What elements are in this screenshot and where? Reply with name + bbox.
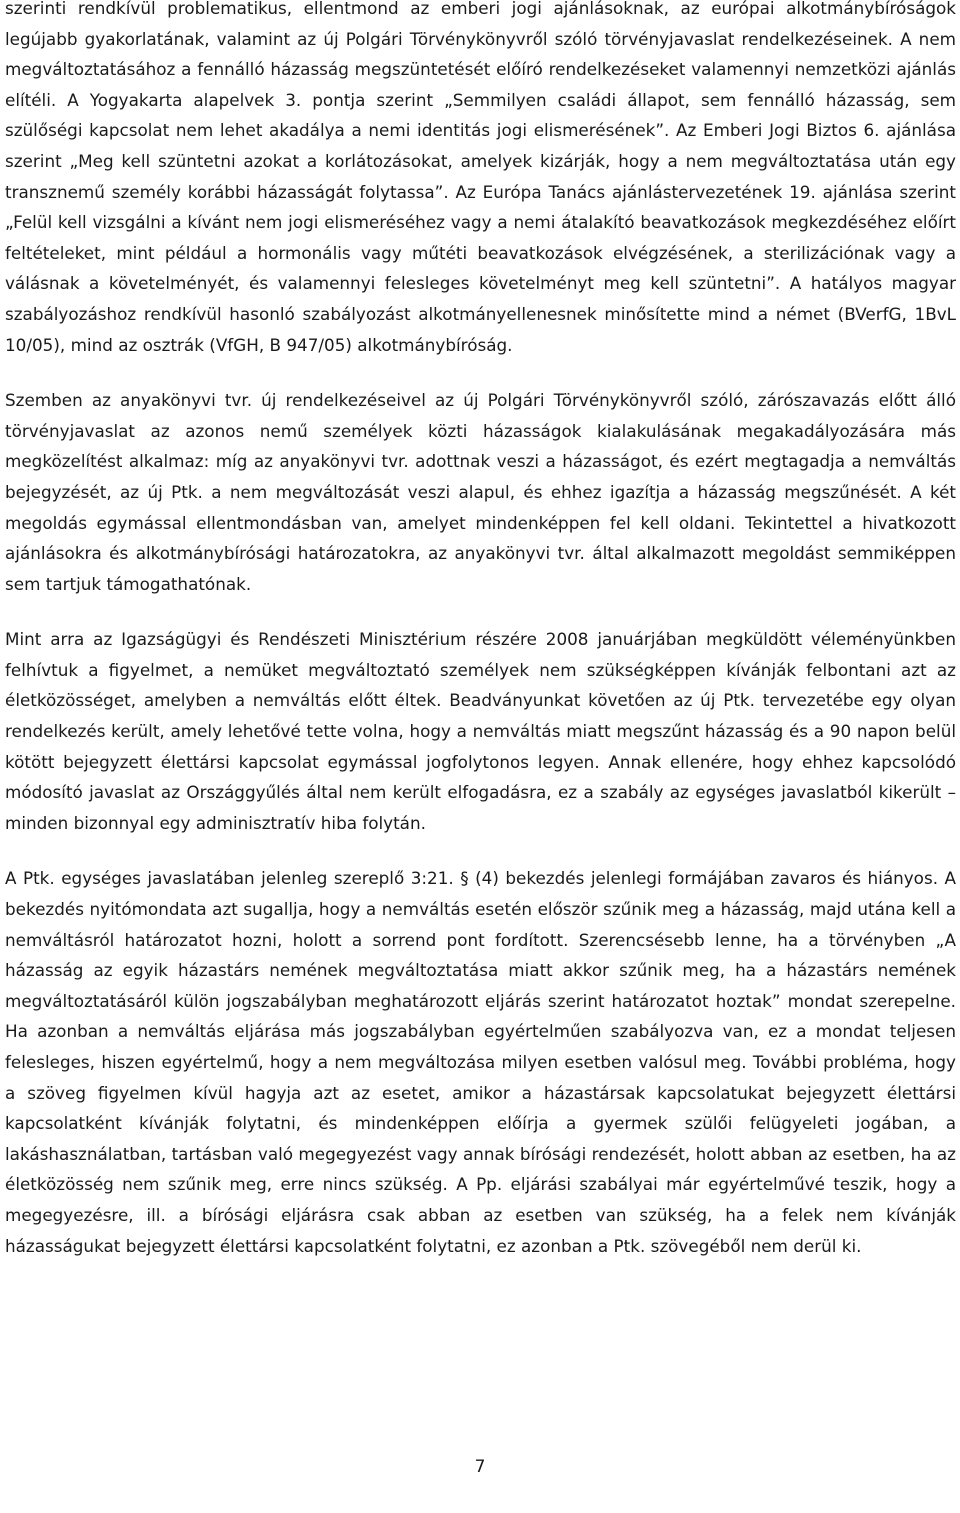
page-number: 7 — [474, 1457, 486, 1477]
document-body — [5, 0, 956, 1261]
paragraph-4: A Ptk. egységes javaslatában jelenleg szereplő 3:21. § (4) bekezdés jelenlegi formájában zavaros és hiányos. A bekezdés nyitómondata azt sugallja, hogy a nemváltás esetén először szűnik meg a házasság, majd utána kell a nemváltásról határozatot hozni, holott a sorrend pont fordított. Szerencsésebb lenne, ha a törvényben „A házasság az egyik házastárs nemének megváltoztatása miatt akkor szűnik meg, ha a házastárs nemének megváltoztatásáról külön jogszabályban meghatározott eljárás szerint határozatot hoztak” mondat szerepelne. Ha azonban a nemváltás eljárása más jogszabályban egyértelműen szabályozva van, ez a mondat teljesen felesleges, hiszen egyértelmű, hogy a nem megváltozása milyen esetben valósul meg. További probléma, hogy a szöveg figyelmen kívül hagyja azt az esetet, amikor a házastársak kapcsolatukat bejegyzett élettársi kapcsolatként kívánják folytatni, és mindenképpen előírja a gyermek szülői felügyeleti jogában, a lakáshasználatban, tartásban való megegyezést vagy annak bírósági rendezését, holott abban az esetben, ha az életközösség nem szűnik meg, erre nincs szükség. A Pp. eljárási szabályai már egyértelművé teszik, hogy a megegyezésre, ill. a bírósági eljárásra csak abban az esetben van szükség, ha a felek nem kívánják házasságukat bejegyzett élettársi kapcsolatként folytatni, ez azonban a Ptk. szövegéből nem derül ki. — [5, 868, 956, 1256]
paragraph-1: szerinti rendkívül problematikus, ellentmond az emberi jogi ajánlásoknak, az európai alkotmánybíróságok legújabb gyakorlatának, valamint az új Polgári Törvénykönyvről szóló törvényjavaslat rendelkezéseinek. A nem megváltoztatásához a fennálló házasság megszüntetését előíró rendelkezéseket valamennyi nemzetközi ajánlás elítéli. A Yogyakarta alapelvek 3. pontja szerint „Semmilyen családi állapot, sem fennálló házasság, sem szülőségi kapcsolat nem lehet akadálya a nemi identitás jogi elismerésének”. Az Emberi Jogi Biztos 6. ajánlása szerint „Meg kell szüntetni azokat a korlátozásokat, amelyek kizárják, hogy a nem megváltoztatása után egy transznemű személy korábbi házasságát folytassa”. Az Európa Tanács ajánlástervezetének 19. ajánlása szerint „Felül kell vizsgálni a kívánt nem jogi elismeréséhez vagy a nemi átalakító beavatkozások megkezdéséhez előírt feltételeket, mint például a hormonális vagy műtéti beavatkozások elvégzésének, a sterilizációnak vagy a válásnak a követelményét, és valamennyi felesleges követelményt meg kell szüntetni”. A hatályos magyar szabályozáshoz rendkívül hasonló szabályozást alkotmányellenesnek minősítette mind a német (BVerfG, 1BvL 10/05), mind az osztrák (VfGH, B 947/05) alkotmánybíróság. — [5, 0, 956, 355]
paragraph-2: Szemben az anyakönyvi tvr. új rendelkezéseivel az új Polgári Törvénykönyvről szóló, zárószavazás előtt álló törvényjavaslat az azonos nemű személyek közti házasságok kialakulásának megakadályozására más megközelítést alkalmaz: míg az anyakönyvi tvr. adottnak veszi a házasságot, és ezért megtagadja a nemváltás bejegyzését, az új Ptk. a nem megváltozását veszi alapul, és ehhez igazítja a házasság megszűnését. A két megoldás egymással ellentmondásban van, amelyet mindenképpen fel kell oldani. Tekintettel a hivatkozott ajánlásokra és alkotmánybírósági határozatokra, az anyakönyvi tvr. által alkalmazott megoldást semmiképpen sem tartjuk támogathatónak. — [5, 390, 956, 594]
paragraph-3: Mint arra az Igazságügyi és Rendészeti Minisztérium részére 2008 januárjában megküldött véleményünkben felhívtuk a figyelmet, a nemüket megváltoztató személyek nem szükségképpen kívánják felbontani azt az életközösséget, amelyben a nemváltás előtt éltek. Beadványunkat követően az új Ptk. tervezetébe egy olyan rendelkezés került, amely lehetővé tette volna, hogy a nemváltás miatt megszűnt házasság és a 90 napon belül kötött bejegyzett élettársi kapcsolat egymással jogfolytonos legyen. Annak ellenére, hogy ehhez kapcsolódó módosító javaslat az Országgyűlés által nem került elfogadásra, ez a szabály az egységes javaslatból kikerült – minden bizonnyal egy adminisztratív hiba folytán. — [5, 629, 956, 833]
